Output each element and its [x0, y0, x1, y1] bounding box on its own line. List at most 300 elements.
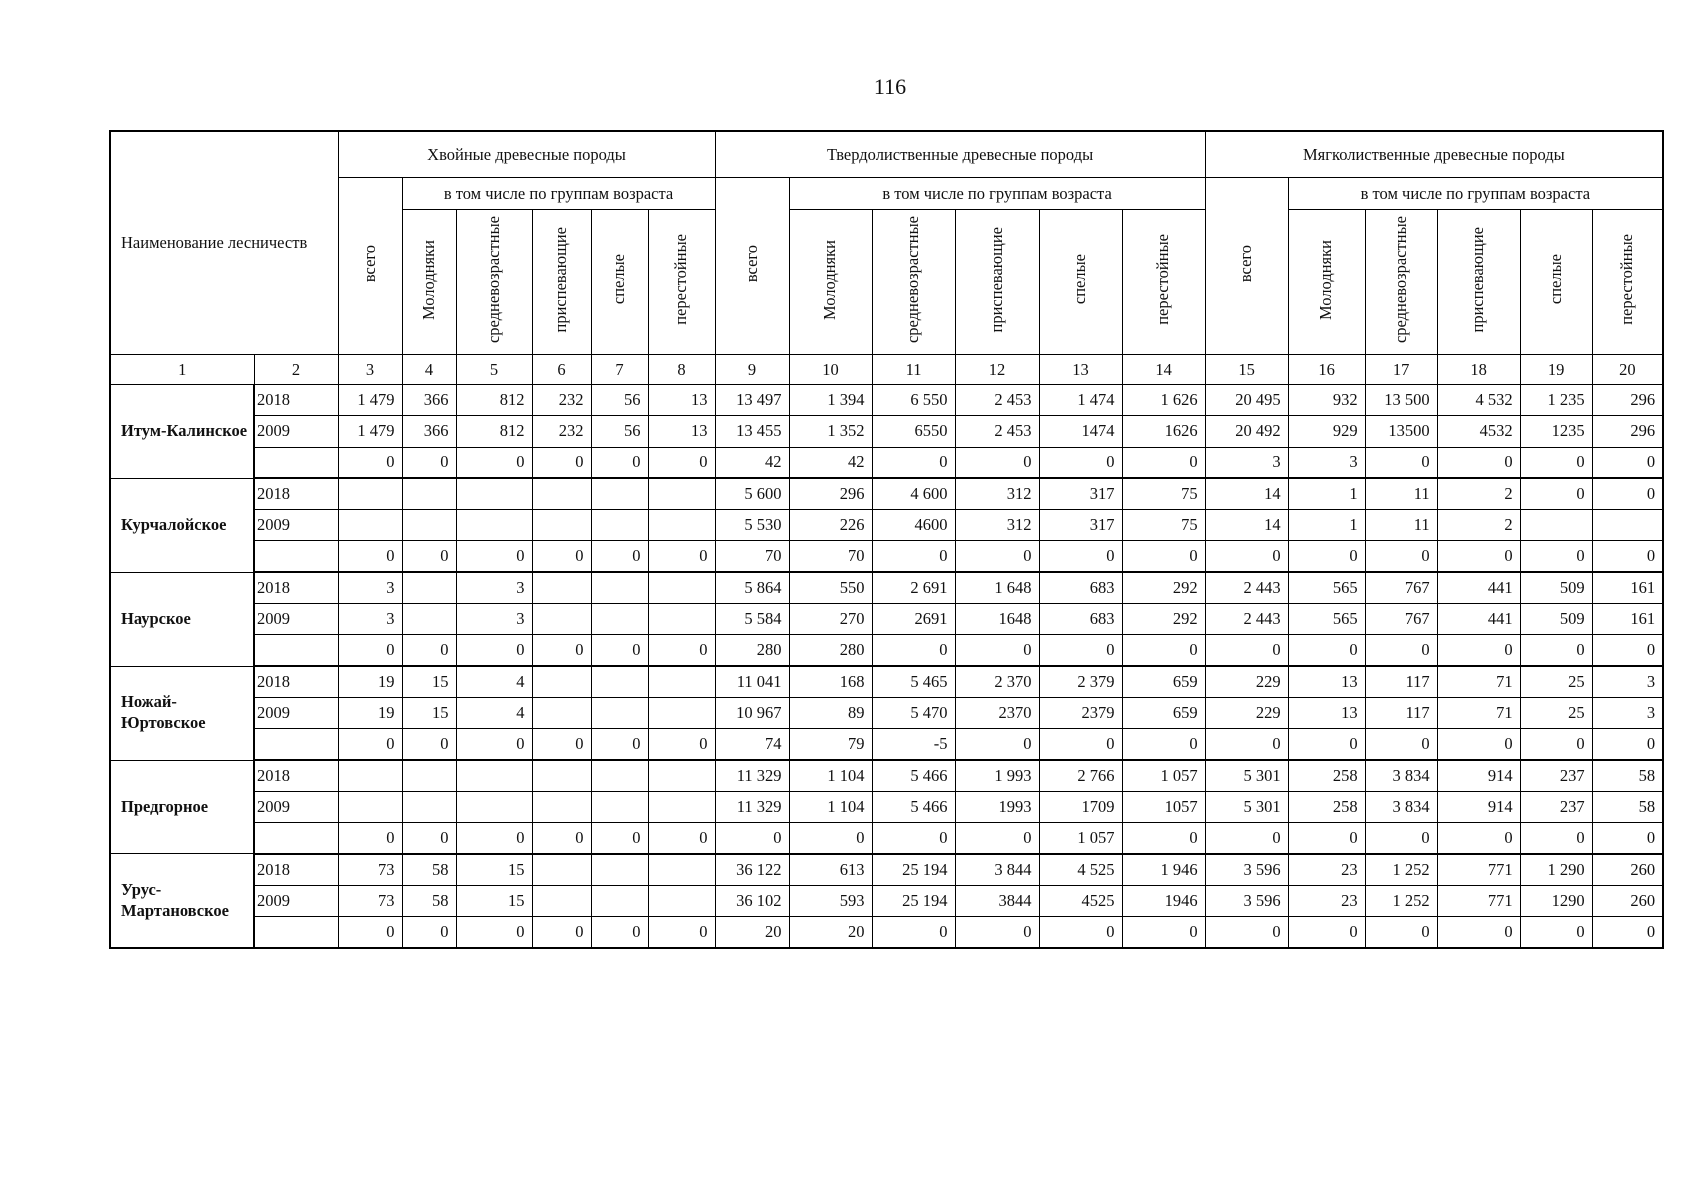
value-cell: 0	[456, 635, 532, 666]
value-cell: 42	[789, 447, 872, 478]
value-cell: 4 532	[1437, 385, 1520, 416]
table-row	[110, 854, 1663, 885]
value-cell: 10 967	[715, 697, 789, 728]
value-cell: 229	[1205, 666, 1288, 697]
value-cell: 613	[789, 854, 872, 885]
value-cell: 13	[648, 416, 715, 447]
value-cell: 3 596	[1205, 854, 1288, 885]
value-cell: 70	[715, 541, 789, 572]
column-number: 7	[591, 355, 648, 385]
age-header-premature: приспевающие	[1437, 210, 1520, 355]
value-cell	[338, 791, 402, 822]
value-cell: 73	[338, 885, 402, 916]
value-cell: 0	[789, 823, 872, 854]
table-row	[110, 416, 1663, 447]
value-cell: 0	[1039, 917, 1122, 948]
value-cell: 0	[591, 541, 648, 572]
year-cell	[254, 541, 338, 572]
value-cell: 3	[1205, 447, 1288, 478]
value-cell: 15	[402, 697, 456, 728]
value-cell: 3	[1592, 666, 1663, 697]
value-cell: 5 600	[715, 478, 789, 509]
value-cell: 0	[456, 917, 532, 948]
value-cell: 0	[456, 541, 532, 572]
year-cell: 2018	[254, 478, 338, 509]
year-cell: 2009	[254, 885, 338, 916]
year-cell: 2018	[254, 760, 338, 791]
value-cell: 2	[1437, 478, 1520, 509]
value-cell: 0	[1520, 729, 1592, 760]
value-cell: 659	[1122, 666, 1205, 697]
value-cell: 15	[402, 666, 456, 697]
value-cell: 71	[1437, 666, 1520, 697]
value-cell: 0	[1288, 729, 1365, 760]
value-cell: 1648	[955, 604, 1039, 635]
value-cell: 0	[1039, 541, 1122, 572]
column-number: 20	[1592, 355, 1663, 385]
year-cell: 2018	[254, 385, 338, 416]
value-cell: 1235	[1520, 416, 1592, 447]
year-cell	[254, 823, 338, 854]
value-cell: 0	[1592, 478, 1663, 509]
year-cell	[254, 447, 338, 478]
value-cell: 4600	[872, 510, 955, 541]
value-cell	[532, 510, 591, 541]
value-cell: 270	[789, 604, 872, 635]
forestry-name: Урус-Мартановское	[110, 854, 254, 948]
value-cell: 0	[338, 917, 402, 948]
value-cell: 3	[1288, 447, 1365, 478]
value-cell: 89	[789, 697, 872, 728]
value-cell: 0	[1437, 447, 1520, 478]
value-cell: 11 329	[715, 760, 789, 791]
value-cell: 20 495	[1205, 385, 1288, 416]
value-cell: 3 596	[1205, 885, 1288, 916]
value-cell: 0	[402, 917, 456, 948]
value-cell: 25 194	[872, 885, 955, 916]
age-header-overmature: перестойные	[1122, 210, 1205, 355]
column-number: 3	[338, 355, 402, 385]
year-cell: 2009	[254, 510, 338, 541]
value-cell: 1	[1288, 478, 1365, 509]
value-cell: 1474	[1039, 416, 1122, 447]
value-cell: 0	[338, 729, 402, 760]
value-cell: 1057	[1122, 791, 1205, 822]
forestry-name: Предгорное	[110, 760, 254, 854]
value-cell: 13	[1288, 697, 1365, 728]
value-cell: 0	[338, 635, 402, 666]
value-cell: 11	[1365, 510, 1437, 541]
year-cell	[254, 729, 338, 760]
value-cell: 5 470	[872, 697, 955, 728]
value-cell: 1 394	[789, 385, 872, 416]
value-cell: 75	[1122, 478, 1205, 509]
value-cell: 13500	[1365, 416, 1437, 447]
value-cell: 5 530	[715, 510, 789, 541]
value-cell: 19	[338, 697, 402, 728]
value-cell: 20	[789, 917, 872, 948]
value-cell	[591, 760, 648, 791]
value-cell	[648, 885, 715, 916]
value-cell: 0	[1520, 541, 1592, 572]
value-cell: 0	[1520, 917, 1592, 948]
value-cell: 1	[1288, 510, 1365, 541]
group-header-coniferous: Хвойные древесные породы	[338, 131, 715, 178]
value-cell: 1 252	[1365, 885, 1437, 916]
value-cell: 20	[715, 917, 789, 948]
value-cell: 0	[1039, 729, 1122, 760]
table-row	[110, 510, 1663, 541]
value-cell: 36 102	[715, 885, 789, 916]
column-number: 14	[1122, 355, 1205, 385]
value-cell	[648, 478, 715, 509]
value-cell: 161	[1592, 604, 1663, 635]
value-cell: 0	[872, 447, 955, 478]
value-cell: 0	[532, 447, 591, 478]
column-number: 16	[1288, 355, 1365, 385]
value-cell: 0	[532, 635, 591, 666]
value-cell: 0	[648, 917, 715, 948]
value-cell: 767	[1365, 604, 1437, 635]
age-header-overmature: перестойные	[648, 210, 715, 355]
value-cell	[532, 604, 591, 635]
value-cell: 0	[1592, 917, 1663, 948]
value-cell: 1626	[1122, 416, 1205, 447]
value-cell: 0	[1520, 635, 1592, 666]
value-cell: 79	[789, 729, 872, 760]
value-cell: 13 455	[715, 416, 789, 447]
value-cell	[591, 697, 648, 728]
value-cell: 1946	[1122, 885, 1205, 916]
value-cell	[591, 854, 648, 885]
value-cell: 0	[1437, 635, 1520, 666]
value-cell: 0	[1122, 635, 1205, 666]
value-cell: 0	[1437, 541, 1520, 572]
column-number: 11	[872, 355, 955, 385]
forestry-name: Курчалойское	[110, 478, 254, 572]
value-cell: 13	[648, 385, 715, 416]
value-cell: 23	[1288, 885, 1365, 916]
value-cell: 0	[1205, 729, 1288, 760]
value-cell	[402, 604, 456, 635]
column-number: 18	[1437, 355, 1520, 385]
value-cell: 771	[1437, 885, 1520, 916]
value-cell: 0	[1122, 447, 1205, 478]
value-cell: 4525	[1039, 885, 1122, 916]
value-cell: 71	[1437, 697, 1520, 728]
year-cell: 2009	[254, 791, 338, 822]
name-column-header: Наименование лесничеств	[110, 131, 338, 355]
value-cell: 42	[715, 447, 789, 478]
value-cell: 317	[1039, 478, 1122, 509]
value-cell: 0	[872, 917, 955, 948]
value-cell: 3844	[955, 885, 1039, 916]
forestry-name: Ножай-Юртовское	[110, 666, 254, 760]
value-cell: 0	[1365, 541, 1437, 572]
age-header-mature: спелые	[1520, 210, 1592, 355]
value-cell: 0	[1520, 478, 1592, 509]
value-cell: -5	[872, 729, 955, 760]
value-cell: 13 497	[715, 385, 789, 416]
value-cell: 2 453	[955, 416, 1039, 447]
value-cell: 73	[338, 854, 402, 885]
value-cell: 0	[955, 917, 1039, 948]
value-cell: 260	[1592, 885, 1663, 916]
value-cell: 237	[1520, 791, 1592, 822]
value-cell: 0	[1039, 635, 1122, 666]
value-cell: 232	[532, 385, 591, 416]
value-cell: 2 443	[1205, 572, 1288, 603]
value-cell: 6 550	[872, 385, 955, 416]
total-header: всего	[338, 178, 402, 355]
value-cell: 5 301	[1205, 791, 1288, 822]
value-cell	[591, 885, 648, 916]
value-cell: 0	[532, 729, 591, 760]
table-row	[110, 572, 1663, 603]
year-cell	[254, 635, 338, 666]
value-cell: 767	[1365, 572, 1437, 603]
value-cell	[402, 478, 456, 509]
age-header-middle: средневозрастные	[872, 210, 955, 355]
value-cell: 237	[1520, 760, 1592, 791]
value-cell: 4	[456, 666, 532, 697]
value-cell: 229	[1205, 697, 1288, 728]
value-cell: 0	[955, 729, 1039, 760]
value-cell: 0	[456, 729, 532, 760]
table-row	[110, 604, 1663, 635]
value-cell: 1 252	[1365, 854, 1437, 885]
value-cell: 3 844	[955, 854, 1039, 885]
column-number: 19	[1520, 355, 1592, 385]
value-cell: 226	[789, 510, 872, 541]
value-cell	[1592, 510, 1663, 541]
value-cell: 0	[402, 729, 456, 760]
value-cell: 1 104	[789, 760, 872, 791]
year-cell: 2009	[254, 604, 338, 635]
value-cell: 0	[1365, 447, 1437, 478]
value-cell: 0	[872, 635, 955, 666]
value-cell: 914	[1437, 760, 1520, 791]
column-number: 5	[456, 355, 532, 385]
value-cell: 4	[456, 697, 532, 728]
value-cell: 1 290	[1520, 854, 1592, 885]
value-cell	[648, 854, 715, 885]
value-cell: 1290	[1520, 885, 1592, 916]
value-cell: 23	[1288, 854, 1365, 885]
value-cell: 1 352	[789, 416, 872, 447]
value-cell: 1 993	[955, 760, 1039, 791]
value-cell: 5 864	[715, 572, 789, 603]
value-cell: 117	[1365, 666, 1437, 697]
forest-age-table	[109, 130, 1664, 949]
value-cell: 366	[402, 385, 456, 416]
value-cell: 683	[1039, 604, 1122, 635]
value-cell: 0	[1205, 541, 1288, 572]
value-cell	[1520, 510, 1592, 541]
value-cell: 75	[1122, 510, 1205, 541]
value-cell: 0	[1205, 823, 1288, 854]
subgroup-header: в том числе по группам возраста	[1288, 178, 1663, 210]
column-number: 8	[648, 355, 715, 385]
value-cell	[591, 791, 648, 822]
value-cell: 0	[1122, 823, 1205, 854]
value-cell: 58	[1592, 791, 1663, 822]
value-cell	[648, 510, 715, 541]
value-cell: 2 691	[872, 572, 955, 603]
value-cell: 0	[1437, 729, 1520, 760]
value-cell: 2 453	[955, 385, 1039, 416]
value-cell: 1993	[955, 791, 1039, 822]
value-cell: 0	[532, 541, 591, 572]
value-cell	[402, 572, 456, 603]
value-cell: 292	[1122, 604, 1205, 635]
value-cell: 0	[1592, 823, 1663, 854]
value-cell: 58	[1592, 760, 1663, 791]
value-cell: 0	[1365, 823, 1437, 854]
value-cell: 2 370	[955, 666, 1039, 697]
age-header-young: Молодняки	[402, 210, 456, 355]
value-cell	[532, 666, 591, 697]
value-cell	[591, 478, 648, 509]
age-header-young: Молодняки	[1288, 210, 1365, 355]
value-cell: 0	[338, 823, 402, 854]
value-cell: 2 379	[1039, 666, 1122, 697]
value-cell: 509	[1520, 604, 1592, 635]
value-cell: 5 301	[1205, 760, 1288, 791]
value-cell: 36 122	[715, 854, 789, 885]
value-cell	[532, 697, 591, 728]
page-number: 116	[873, 74, 907, 99]
column-number: 6	[532, 355, 591, 385]
table-row	[110, 541, 1663, 572]
value-cell: 0	[456, 447, 532, 478]
value-cell: 0	[1122, 917, 1205, 948]
value-cell: 0	[402, 635, 456, 666]
value-cell: 117	[1365, 697, 1437, 728]
value-cell: 5 584	[715, 604, 789, 635]
value-cell: 5 466	[872, 791, 955, 822]
value-cell: 0	[872, 541, 955, 572]
value-cell: 25	[1520, 697, 1592, 728]
value-cell	[456, 510, 532, 541]
forestry-name: Итум-Калинское	[110, 385, 254, 479]
value-cell: 25	[1520, 666, 1592, 697]
value-cell: 58	[402, 854, 456, 885]
value-cell: 15	[456, 885, 532, 916]
column-number: 13	[1039, 355, 1122, 385]
column-number: 9	[715, 355, 789, 385]
value-cell: 0	[532, 823, 591, 854]
value-cell: 1 626	[1122, 385, 1205, 416]
value-cell: 1 057	[1122, 760, 1205, 791]
column-number-row	[110, 355, 1663, 385]
value-cell: 441	[1437, 604, 1520, 635]
value-cell: 0	[402, 823, 456, 854]
table-row	[110, 823, 1663, 854]
value-cell: 1 946	[1122, 854, 1205, 885]
value-cell: 0	[591, 823, 648, 854]
value-cell: 0	[1288, 823, 1365, 854]
value-cell	[402, 760, 456, 791]
value-cell: 5 466	[872, 760, 955, 791]
table-row	[110, 885, 1663, 916]
value-cell: 0	[1039, 447, 1122, 478]
value-cell	[402, 510, 456, 541]
value-cell: 0	[1592, 729, 1663, 760]
forestry-name: Наурское	[110, 572, 254, 666]
value-cell: 11 041	[715, 666, 789, 697]
value-cell	[532, 885, 591, 916]
value-cell: 11	[1365, 478, 1437, 509]
value-cell: 1709	[1039, 791, 1122, 822]
value-cell: 0	[1520, 823, 1592, 854]
value-cell: 1 474	[1039, 385, 1122, 416]
value-cell: 0	[955, 541, 1039, 572]
value-cell: 0	[1437, 823, 1520, 854]
value-cell: 3	[456, 572, 532, 603]
value-cell: 812	[456, 416, 532, 447]
value-cell: 0	[715, 823, 789, 854]
value-cell: 20 492	[1205, 416, 1288, 447]
column-number: 10	[789, 355, 872, 385]
value-cell: 258	[1288, 791, 1365, 822]
value-cell	[456, 791, 532, 822]
value-cell: 0	[532, 917, 591, 948]
value-cell: 509	[1520, 572, 1592, 603]
value-cell	[648, 791, 715, 822]
age-header-premature: приспевающие	[532, 210, 591, 355]
value-cell: 2691	[872, 604, 955, 635]
value-cell: 58	[402, 885, 456, 916]
value-cell: 0	[955, 447, 1039, 478]
value-cell: 0	[1520, 447, 1592, 478]
value-cell: 0	[648, 447, 715, 478]
table-body	[110, 385, 1663, 948]
value-cell: 6550	[872, 416, 955, 447]
total-header: всего	[1205, 178, 1288, 355]
column-number: 1	[110, 355, 254, 385]
year-cell: 2009	[254, 416, 338, 447]
value-cell	[402, 791, 456, 822]
value-cell: 11 329	[715, 791, 789, 822]
value-cell	[591, 572, 648, 603]
group-header-hardwood: Твердолиственные древесные породы	[715, 131, 1205, 178]
value-cell: 0	[402, 541, 456, 572]
value-cell: 56	[591, 385, 648, 416]
value-cell	[591, 510, 648, 541]
value-cell: 1 104	[789, 791, 872, 822]
value-cell: 296	[1592, 416, 1663, 447]
year-cell: 2018	[254, 666, 338, 697]
value-cell: 2370	[955, 697, 1039, 728]
table-row	[110, 635, 1663, 666]
value-cell: 296	[789, 478, 872, 509]
value-cell	[338, 478, 402, 509]
value-cell: 3	[1592, 697, 1663, 728]
value-cell: 0	[955, 635, 1039, 666]
value-cell: 0	[872, 823, 955, 854]
subgroup-header: в том числе по группам возраста	[789, 178, 1205, 210]
value-cell: 0	[1288, 917, 1365, 948]
value-cell: 683	[1039, 572, 1122, 603]
value-cell: 0	[1205, 635, 1288, 666]
total-header: всего	[715, 178, 789, 355]
value-cell: 0	[648, 635, 715, 666]
column-number: 4	[402, 355, 456, 385]
column-number: 15	[1205, 355, 1288, 385]
value-cell: 2 443	[1205, 604, 1288, 635]
column-number: 17	[1365, 355, 1437, 385]
